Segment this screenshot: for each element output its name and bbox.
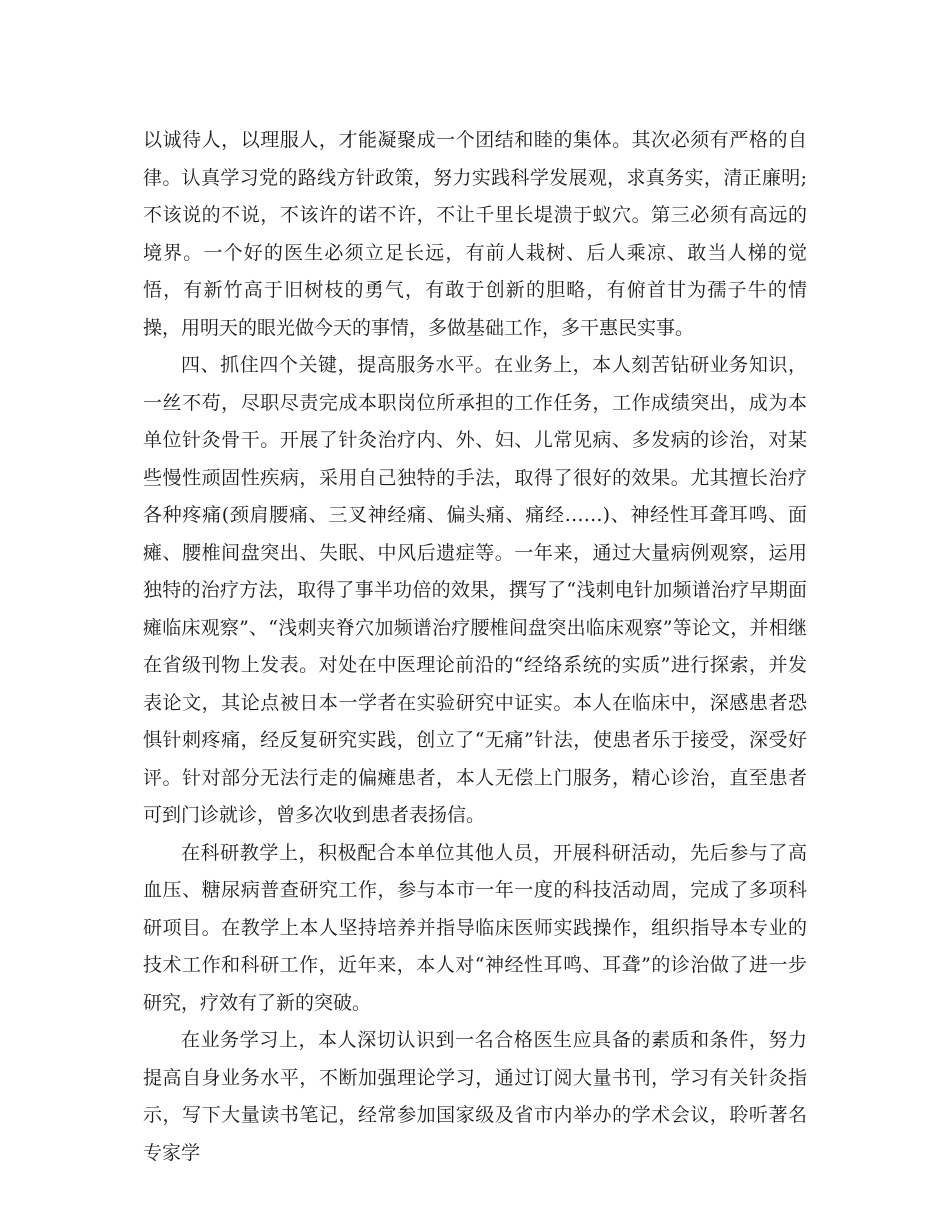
paragraph-1: 以诚待人，以理服人，才能凝聚成一个团结和睦的集体。其次必须有严格的自律。认真学习党的路线方针政策，努力实践科学发展观，求真务实，清正廉明;不该说的不说，不该许的诺不许，不让千里长堤溃于蚁穴。第三必须有高远的境界。一个好的医生必须立足长远，有前人栽树、后人乘凉、敢当人梯的觉悟，有新竹高于旧树枝的勇气，有敢于创新的胆略，有俯首甘为孺子牛的情操，用明天的眼光做今天的事情，多做基础工作，多干惠民实事。 — [143, 129, 807, 339]
paragraph-4: 在业务学习上，本人深切认识到一名合格医生应具备的素质和条件，努力提高自身业务水平，不断加强理论学习，通过订阅大量书刊，学习有关针灸指示，写下大量读书笔记，经常参加国家级及省市内举办的学术会议，聆听著名专家学 — [143, 1029, 807, 1164]
document-body — [143, 122, 807, 1172]
paragraph-3: 在科研教学上，积极配合本单位其他人员，开展科研活动，先后参与了高血压、糖尿病普查研究工作，参与本市一年一度的科技活动周，完成了多项科研项目。在教学上本人坚持培养并指导临床医师实践操作，组织指导本专业的技术工作和科研工作，近年来，本人对“神经性耳鸣、耳聋”的诊治做了进一步研究，疗效有了新的突破。 — [143, 841, 807, 1014]
paragraph-2: 四、抓住四个关键，提高服务水平。在业务上，本人刻苦钻研业务知识，一丝不苟，尽职尽责完成本职岗位所承担的工作任务，工作成绩突出，成为本单位针灸骨干。开展了针灸治疗内、外、妇、儿常见病、多发病的诊治，对某些慢性顽固性疾病，采用自己独特的手法，取得了很好的效果。尤其擅长治疗各种疼痛(颈肩腰痛、三叉神经痛、偏头痛、痛经……)、神经性耳聋耳鸣、面瘫、腰椎间盘突出、失眠、中风后遗症等。一年来，通过大量病例观察，运用独特的治疗方法，取得了事半功倍的效果，撰写了“浅刺电针加频谱治疗早期面瘫临床观察”、“浅刺夹脊穴加频谱治疗腰椎间盘突出临床观察”等论文，并相继在省级刊物上发表。对处在中医理论前沿的“经络系统的实质”进行探索，并发表论文，其论点被日本一学者在实验研究中证实。本人在临床中，深感患者恐惧针刺疼痛，经反复研究实践，创立了“无痛”针法，使患者乐于接受，深受好评。针对部分无法行走的偏瘫患者，本人无偿上门服务，精心诊治，直至患者可到门诊就诊，曾多次收到患者表扬信。 — [143, 354, 807, 826]
